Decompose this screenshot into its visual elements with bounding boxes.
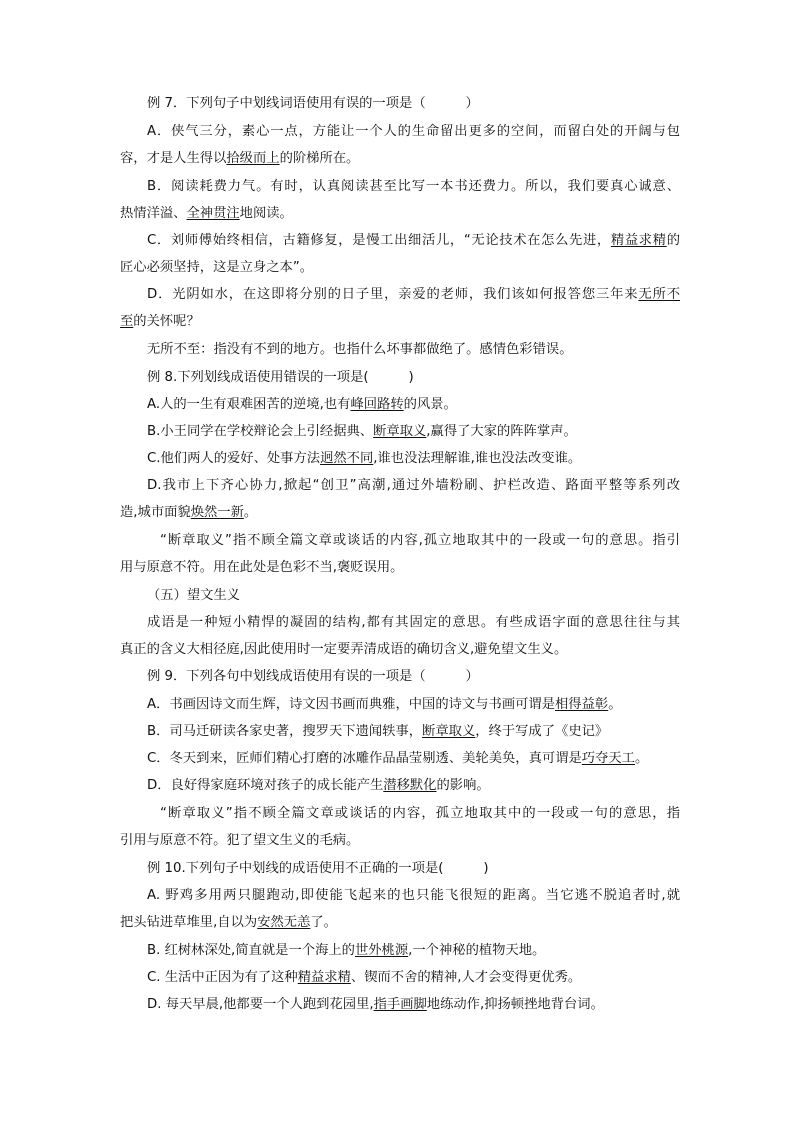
ex8-option-c: C.他们两人的爱好、处事方法迥然不同,谁也没法理解谁,谁也没法改变谁。: [147, 451, 582, 466]
ex8-explanation-line1: “断章取义”指不顾全篇文章或谈话的内容,孤立地取其中的一段或一句的意思。指引: [160, 533, 680, 548]
section-paragraph-line2: 真正的含义大相径庭,因此使用时一定要弄清成语的确切含义,避免望文生义。: [120, 642, 568, 657]
underlined-phrase: 精益求精: [610, 233, 667, 248]
underlined-phrase: 安然无恙: [257, 915, 311, 930]
ex9-question: 例 9．下列各句中划线成语使用有误的一项是（ ）: [147, 669, 479, 684]
underlined-phrase: 断章取义: [373, 424, 427, 439]
underlined-phrase: 至: [120, 314, 134, 329]
ex7-option-b-line1: B．阅读耗费力气。有时，认真阅读甚至比写一本书还费力。所以，我们要真心诚意、: [147, 179, 680, 194]
ex7-option-c-line2: 匠心必须坚持，这是立身之本”。: [120, 260, 314, 275]
ex8-option-b: B.小王同学在学校辩论会上引经据典、断章取义,赢得了大家的阵阵掌声。: [147, 424, 577, 439]
ex7-option-b-line2: 热情洋溢、全神贯注地阅读。: [120, 206, 293, 221]
ex9-option-c: C．冬天到来，匠师们精心打磨的冰雕作品晶莹剔透、美轮美奂，真可谓是巧夺天工。: [147, 751, 649, 766]
underlined-phrase: 全神贯注: [186, 206, 240, 221]
ex9-option-b: B．司马迁研读各家史著，搜罗天下遗闻轶事，断章取义，终于写成了《史记》: [147, 724, 609, 739]
ex9-explanation-line2: 引用与原意不符。犯了望文生义的毛病。: [120, 833, 360, 848]
ex10-question: 例 10.下列句子中划线的成语使用不正确的一项是( ): [147, 861, 489, 876]
ex9-option-d: D．良好得家庭环境对孩子的成长能产生潜移默化的影响。: [147, 778, 490, 793]
ex7-option-c-line1: C．刘师傅始终相信，古籍修复，是慢工出细活儿，“无论技术在怎么先进，精益求精的: [147, 233, 680, 248]
underlined-phrase: 相得益彰: [555, 697, 609, 712]
ex10-option-b: B. 红树林深处,简直就是一个海上的世外桃源,一个神秘的植物天地。: [147, 943, 546, 958]
ex7-question: 例 7．下列句子中划线词语使用有误的一项是（ ）: [147, 96, 479, 111]
ex9-explanation-line1: “断章取义”指不顾全篇文章或谈话的内容，孤立地取其中的一段或一句的意思，指: [160, 806, 680, 821]
ex7-explanation: 无所不至：指没有不到的地方。也指什么坏事都做绝了。感情色彩错误。: [147, 342, 573, 357]
ex8-option-d-line2: 造,城市面貌焕然一新。: [120, 505, 258, 520]
underlined-phrase: 精益求精: [297, 970, 351, 985]
underlined-phrase: 世外桃源: [354, 943, 409, 958]
underlined-phrase: 拾级而上: [226, 151, 280, 166]
section-paragraph-line1: 成语是一种短小精悍的凝固的结构,都有其固定的意思。有些成语字面的意思往往与其: [147, 615, 680, 630]
ex8-explanation-line2: 用与原意不符。用在此处是色彩不当,褒贬误用。: [120, 560, 404, 575]
ex7-option-a-line1: A．侠气三分，素心一点，方能让一个人的生命留出更多的空间，而留白处的开阔与包: [147, 124, 680, 139]
ex10-option-a-line1: A. 野鸡多用两只腿跑动,即使能飞起来的也只能飞很短的距离。当它逃不脱追者时,就: [147, 888, 680, 903]
ex8-option-d-line1: D.我市上下齐心协力,掀起“创卫”高潮,通过外墙粉刷、护栏改造、路面平整等系列改: [147, 478, 680, 493]
ex9-option-a: A．书画因诗文而生辉，诗文因书画而典雅，中国的诗文与书画可谓是相得益彰。: [147, 697, 622, 712]
ex7-option-a-line2: 容，才是人生得以拾级而上的阶梯所在。: [120, 151, 360, 166]
underlined-phrase: 潜移默化: [383, 778, 437, 793]
underlined-phrase: 焕然一新: [190, 505, 244, 520]
ex10-option-a-line2: 把头钻进草堆里,自以为安然无恙了。: [120, 915, 337, 930]
ex8-option-a: A.人的一生有艰难困苦的逆境,也有峰回路转的风景。: [147, 397, 457, 412]
ex7-option-d-line1: D．光阴如水，在这即将分别的日子里，亲爱的老师，我们该如何报答您三年来无所不: [147, 287, 680, 302]
underlined-phrase: 无所不: [638, 287, 680, 302]
underlined-phrase: 迥然不同: [320, 451, 374, 466]
underlined-phrase: 峰回路转: [350, 397, 404, 412]
underlined-phrase: 巧夺天工: [581, 751, 635, 766]
section-title: （五）望文生义: [147, 588, 241, 603]
underlined-phrase: 断章取义: [422, 724, 476, 739]
underlined-phrase: 指手画脚: [373, 997, 427, 1012]
ex8-question: 例 8.下列划线成语使用错误的一项是( ): [147, 370, 414, 385]
ex10-option-d: D. 每天早晨,他都要一个人跑到花园里,指手画脚地练动作,抑扬顿挫地背台词。: [147, 997, 604, 1012]
ex10-option-c: C. 生活中正因为有了这种精益求精、锲而不舍的精神,人才会变得更优秀。: [147, 970, 582, 985]
ex7-option-d-line2: 至的关怀呢？: [120, 314, 200, 329]
